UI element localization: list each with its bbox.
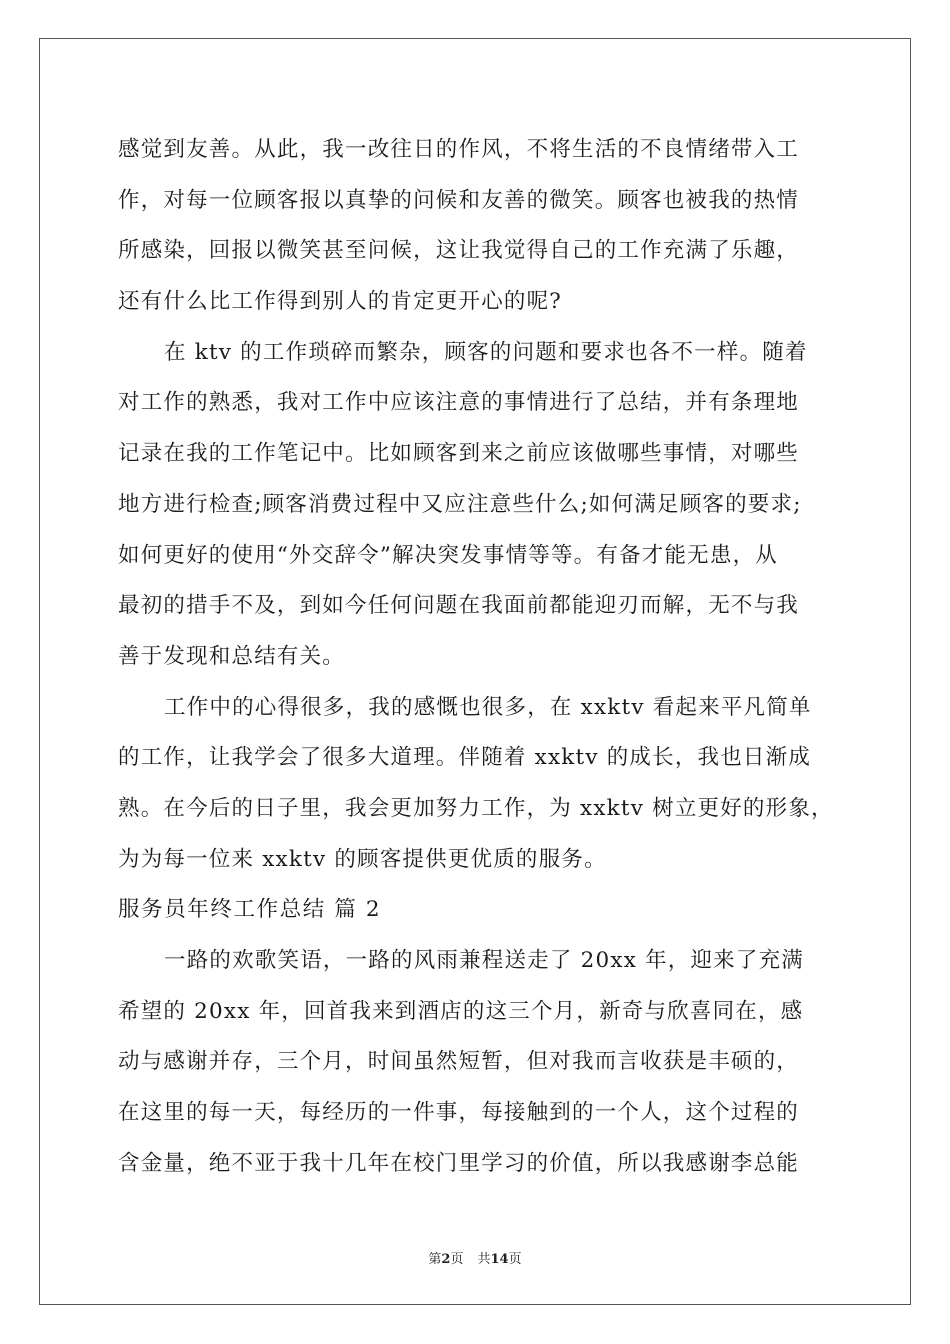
paragraph-first-line: 在 ktv 的工作琐碎而繁杂，顾客的问题和要求也各不一样。随着 [164, 339, 808, 365]
text-line: 动与感谢并存，三个月，时间虽然短暂，但对我而言收获是丰硕的， [118, 1049, 800, 1075]
total-prefix: 共 [477, 1252, 491, 1267]
text-line: 如何更好的使用“外交辞令”解决突发事情等等。有备才能无患，从 [118, 542, 778, 568]
paragraph-first-line: 一路的欢歌笑语，一路的风雨兼程送走了 20xx 年，迎来了充满 [164, 948, 804, 973]
document-body [118, 128, 838, 1192]
text-line: 的工作，让我学会了很多大道理。伴随着 xxktv 的成长，我也日渐成 [118, 745, 812, 771]
text-line: 所感染，回报以微笑甚至问候，这让我觉得自己的工作充满了乐趣， [118, 238, 800, 264]
text-line: 地方进行检查;顾客消费过程中又应注意些什么;如何满足顾客的要求; [118, 491, 802, 517]
paragraph-first-line: 工作中的心得很多，我的感慨也很多，在 xxktv 看起来平凡简单 [164, 694, 812, 720]
text-line: 感觉到友善。从此，我一改往日的作风，不将生活的不良情绪带入工 [118, 137, 800, 162]
text-line: 作，对每一位顾客报以真挚的问候和友善的微笑。顾客也被我的热情 [118, 187, 800, 213]
text-line: 还有什么比工作得到别人的肯定更开心的呢? [118, 289, 563, 315]
total-pages-number: 14 [490, 1252, 509, 1267]
page-unit: 页 [450, 1252, 464, 1267]
text-line: 含金量，绝不亚于我十几年在校门里学习的价值，所以我感谢李总能 [118, 1150, 800, 1176]
page-prefix: 第 [428, 1252, 442, 1267]
text-line: 希望的 20xx 年，回首我来到酒店的这三个月，新奇与欣喜同在，感 [118, 998, 804, 1024]
text-line: 在这里的每一天，每经历的一件事，每接触到的一个人，这个过程的 [118, 1100, 800, 1126]
page-footer [0, 1248, 950, 1267]
text-line: 最初的措手不及，到如今任何问题在我面前都能迎刃而解，无不与我 [118, 593, 800, 619]
text-line: 对工作的熟悉，我对工作中应该注意的事情进行了总结，并有条理地 [118, 390, 800, 416]
section-heading: 服务员年终工作总结 篇 2 [118, 897, 382, 923]
text-line: 熟。在今后的日子里，我会更加努力工作，为 xxktv 树立更好的形象， [118, 795, 834, 821]
total-unit: 页 [508, 1252, 522, 1267]
text-line: 记录在我的工作笔记中。比如顾客到来之前应该做哪些事情，对哪些 [118, 441, 800, 467]
text-line: 为为每一位来 xxktv 的顾客提供更优质的服务。 [118, 846, 607, 872]
current-page-number: 2 [441, 1252, 451, 1267]
text-line: 善于发现和总结有关。 [118, 643, 346, 669]
